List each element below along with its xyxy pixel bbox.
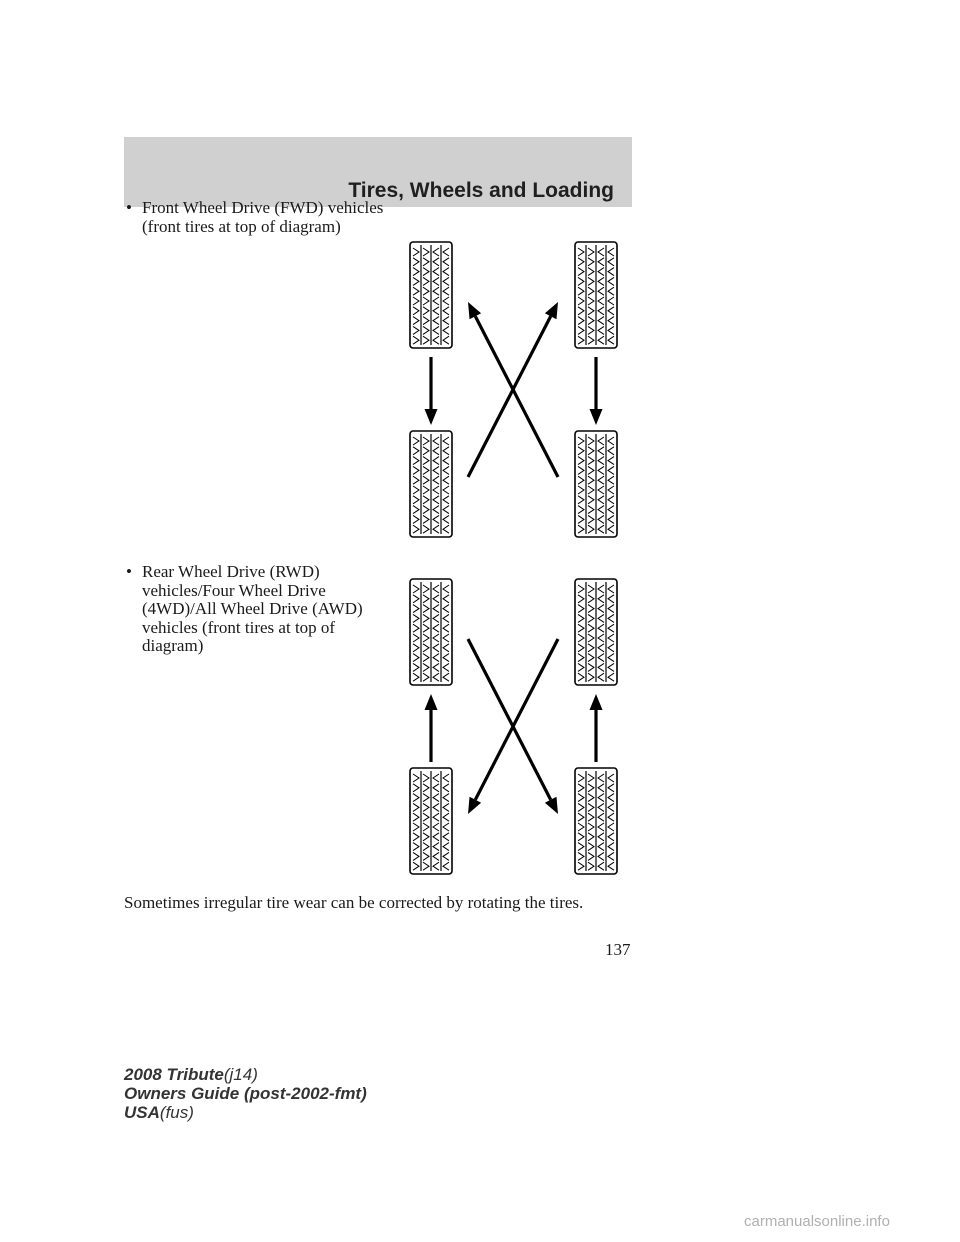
footer-model-code: (j14) xyxy=(223,1065,258,1084)
arrow-left-front-to-rear xyxy=(425,357,438,425)
tire-front-right xyxy=(575,579,617,685)
footer-market: USA xyxy=(124,1103,160,1122)
tire-front-left xyxy=(410,242,452,348)
tire-front-right xyxy=(575,242,617,348)
footer-model: 2008 Tribute xyxy=(124,1065,224,1084)
arrow-left-rear-to-front xyxy=(425,694,438,762)
bullet-marker: • xyxy=(126,198,132,217)
tire-front-left xyxy=(410,579,452,685)
page-number: 137 xyxy=(605,940,631,959)
tire-rear-right xyxy=(575,431,617,537)
footer-market-code: (fus) xyxy=(159,1103,194,1122)
section-title: Tires, Wheels and Loading xyxy=(348,179,614,202)
footer-guide: Owners Guide (post-2002-fmt) xyxy=(124,1084,367,1103)
tire-rear-left xyxy=(410,768,452,874)
rwd-rotation-diagram xyxy=(395,572,635,892)
tire-rear-right xyxy=(575,768,617,874)
fwd-rotation-diagram xyxy=(395,235,635,555)
closing-text: Sometimes irregular tire wear can be corrected by rotating the tires. xyxy=(124,893,584,912)
section-header xyxy=(124,137,632,207)
watermark: carmanualsonline.info xyxy=(744,1213,890,1230)
tire-rear-left xyxy=(410,431,452,537)
arrow-right-front-to-rear xyxy=(590,357,603,425)
bullet-text: Rear Wheel Drive (RWD) vehicles/Four Wheel Drive (4WD)/All Wheel Drive (AWD) vehicles (front tires at top of diagram) xyxy=(142,562,363,655)
bullet-text: Front Wheel Drive (FWD) vehicles (front tires at top of diagram) xyxy=(142,198,384,236)
document-footer xyxy=(124,1065,367,1122)
arrow-right-rear-to-front xyxy=(590,694,603,762)
bullet-marker: • xyxy=(126,562,132,581)
